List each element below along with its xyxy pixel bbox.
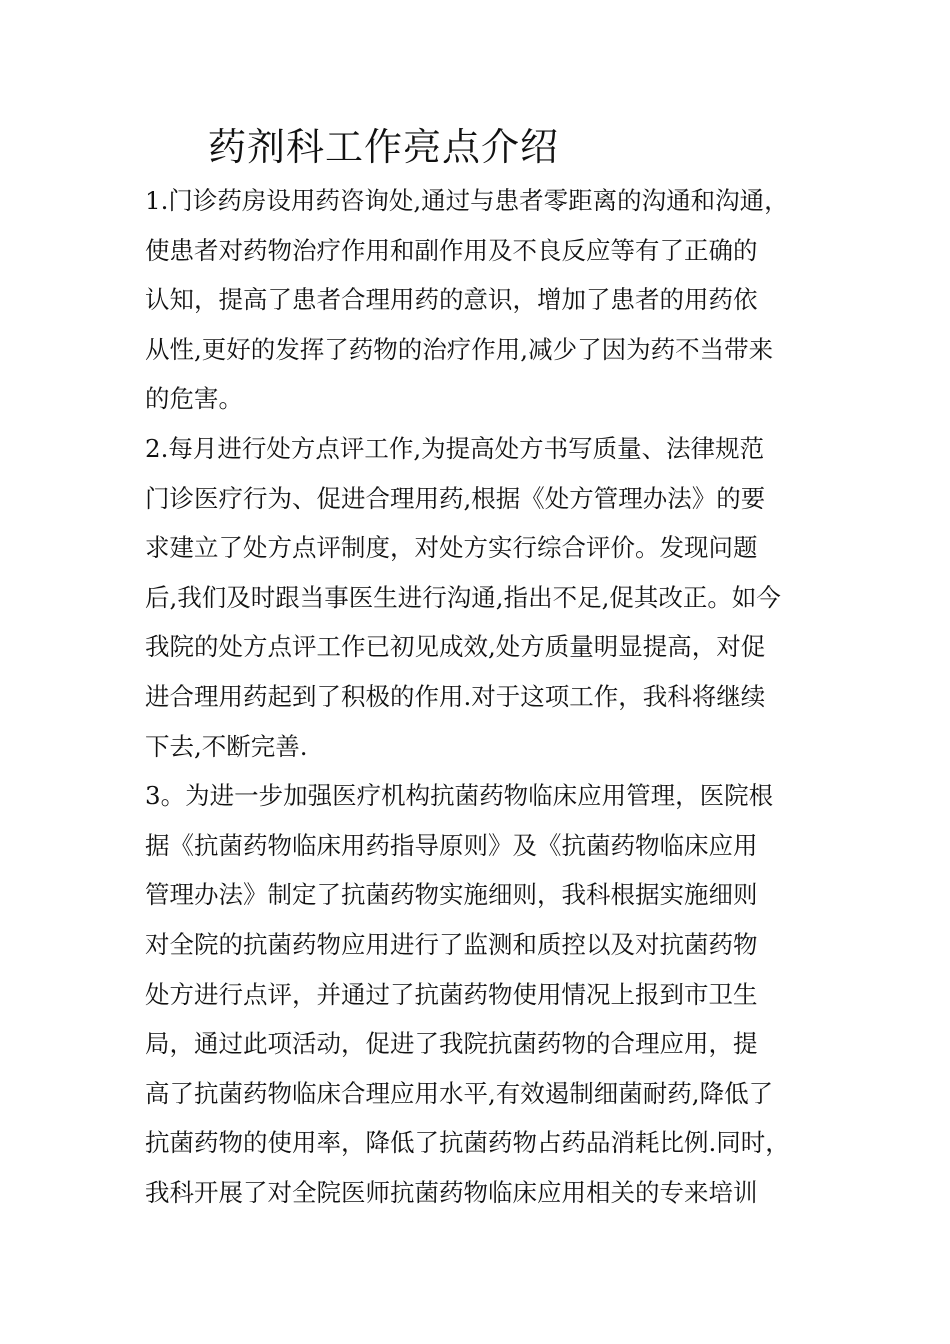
text-line: 下去,不断完善. (145, 731, 308, 761)
text-line: 据《抗菌药物临床用药指导原则》及《抗菌药物临床应用 (145, 830, 758, 860)
text-line: 求建立了处方点评制度，对处方实行综合评价。发现问题 (145, 533, 758, 563)
text-line: 1.门诊药房设用药咨询处,通过与患者零距离的沟通和沟通， (145, 186, 789, 215)
text-line: 处方进行点评，并通过了抗菌药物使用情况上报到市卫生 (145, 979, 758, 1009)
text-line: 管理办法》制定了抗菌药物实施细则，我科根据实施细则 (145, 880, 758, 910)
text-line: 局，通过此项活动，促进了我院抗菌药物的合理应用，提 (145, 1029, 758, 1059)
text-line: 使患者对药物治疗作用和副作用及不良反应等有了正确的 (145, 235, 758, 265)
text-line: 3。为进一步加强医疗机构抗菌药物临床应用管理，医院根 (145, 781, 774, 811)
document-title: 药剂科工作亮点介绍 (208, 125, 560, 169)
document-body (145, 176, 825, 1217)
text-line: 从性,更好的发挥了药物的治疗作用,减少了因为药不当带来 (145, 334, 774, 364)
text-line: 抗菌药物的使用率，降低了抗菌药物占药品消耗比例.同时， (145, 1128, 790, 1158)
text-line: 进合理用药起到了积极的作用.对于这项工作，我科将继续 (145, 681, 766, 711)
text-line: 2.每月进行处方点评工作,为提高处方书写质量、法律规范 (145, 433, 765, 463)
text-line: 高了抗菌药物临床合理应用水平,有效遏制细菌耐药,降低了 (145, 1078, 774, 1108)
text-line: 认知，提高了患者合理用药的意识，增加了患者的用药依 (145, 285, 758, 315)
text-line: 后,我们及时跟当事医生进行沟通,指出不足,促其改正。如今 (145, 582, 781, 612)
text-line: 我院的处方点评工作已初见成效,处方质量明显提高，对促 (145, 632, 766, 662)
text-line: 对全院的抗菌药物应用进行了监测和质控以及对抗菌药物 (145, 929, 758, 959)
text-line: 门诊医疗行为、促进合理用药,根据《处方管理办法》的要 (145, 483, 766, 513)
text-line: 的危害。 (145, 384, 243, 414)
text-line: 我科开展了对全院医师抗菌药物临床应用相关的专来培训 (145, 1177, 758, 1207)
